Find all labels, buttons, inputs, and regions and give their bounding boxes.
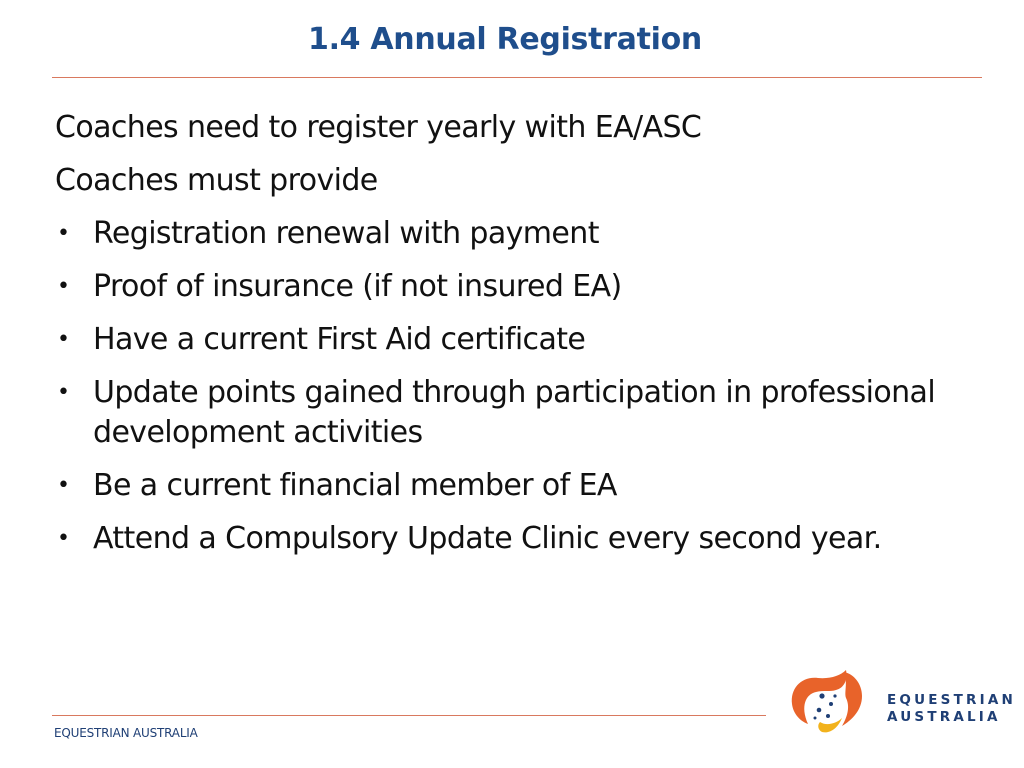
list-item	[55, 373, 985, 453]
requirements-list	[55, 214, 985, 559]
footer-text: EQUESTRIAN AUSTRALIA	[54, 726, 198, 740]
bullet-icon: •	[57, 526, 70, 551]
list-item	[55, 320, 985, 360]
intro-line: Coaches must provide	[55, 163, 378, 198]
bullet-icon: •	[57, 473, 70, 498]
slide-title: 1.4 Annual Registration	[308, 22, 702, 57]
equestrian-australia-logo	[786, 666, 1016, 738]
list-item-text: Be a current financial member of EA	[93, 468, 617, 503]
slide-body	[55, 108, 985, 572]
list-item-text: Attend a Compulsory Update Clinic every second year.	[93, 521, 882, 556]
list-item	[55, 466, 985, 506]
bullet-icon: •	[57, 380, 70, 405]
logo-wordmark-line2: AUSTRALIA	[887, 709, 1001, 725]
logo-wordmark-line1: EQUESTRIAN	[887, 692, 1016, 708]
bullet-icon: •	[57, 274, 70, 299]
list-item	[55, 519, 985, 559]
intro-line: Coaches need to register yearly with EA/ASC	[55, 110, 702, 145]
bullet-icon: •	[57, 221, 70, 246]
list-item	[55, 214, 985, 254]
list-item-text: Have a current First Aid certificate	[93, 322, 586, 357]
list-item	[55, 267, 985, 307]
bullet-icon: •	[57, 327, 70, 352]
title-divider	[52, 77, 982, 78]
footer-divider	[52, 715, 766, 716]
list-item-text: Registration renewal with payment	[93, 216, 599, 251]
list-item-text: Update points gained through participation in professional development activities	[93, 375, 936, 450]
equestrian-australia-logo-icon	[786, 666, 870, 738]
list-item-text: Proof of insurance (if not insured EA)	[93, 269, 622, 304]
